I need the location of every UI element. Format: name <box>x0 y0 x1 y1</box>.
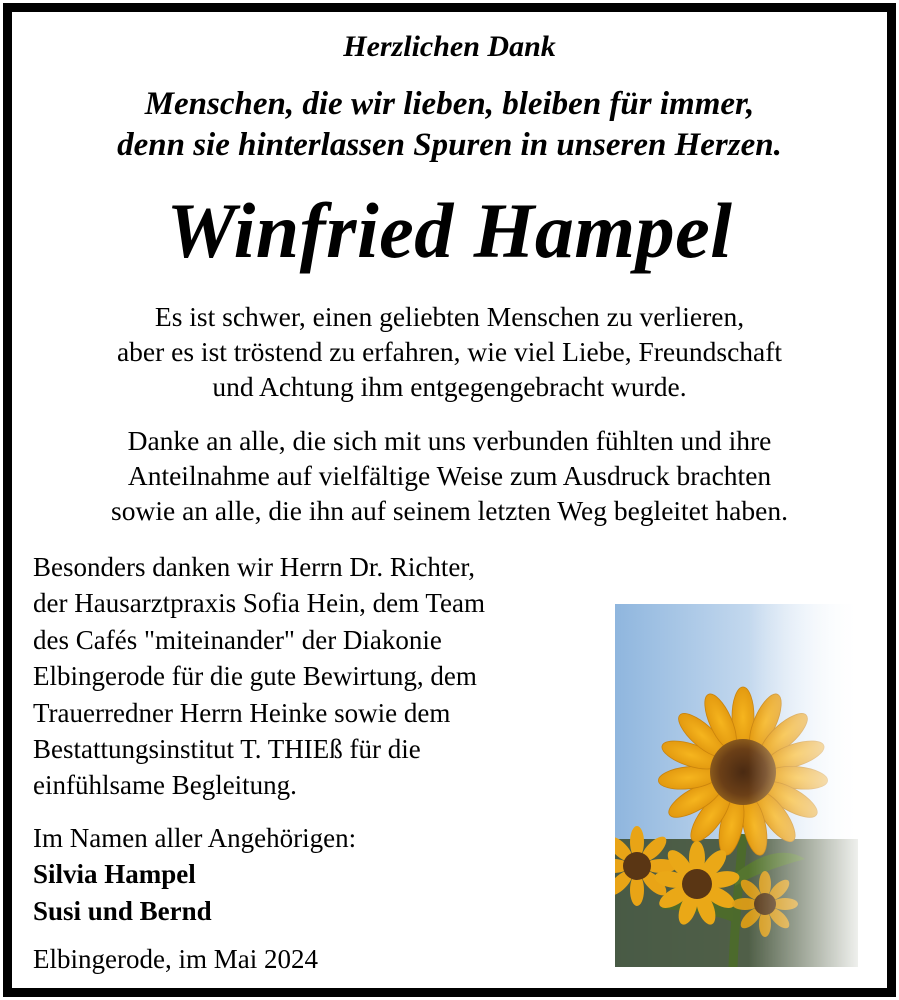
sunflower-image <box>615 604 858 967</box>
thanks-line: Elbingerode für die gute Bewirtung, dem <box>33 661 477 692</box>
motto-line-1: Menschen, die wir lieben, bleiben für immer, <box>144 86 755 122</box>
paragraph-1-line-1: Es ist schwer, einen geliebten Menschen zu verlieren, <box>154 301 745 332</box>
paragraph-2-line-2: Anteilnahme auf vielfältige Weise zum Ausdruck brachten <box>127 460 772 491</box>
thanks-line: Besonders danken wir Herrn Dr. Richter, <box>33 552 476 582</box>
paragraph-2-line-1: Danke an alle, die sich mit uns verbunden fühlten und ihre <box>127 425 772 456</box>
paragraph-1-line-3: und Achtung ihm entgegengebracht wurde. <box>212 371 687 402</box>
deceased-name: Winfried Hampel <box>166 187 733 274</box>
thanks-line: einfühlsame Begleitung. <box>33 770 297 801</box>
paragraph-1-line-2: aber es ist tröstend zu erfahren, wie viel Liebe, Freundschaft <box>116 336 783 367</box>
notice-heading: Herzlichen Dank <box>343 30 556 63</box>
thanks-line: des Cafés "miteinander" der Diakonie <box>33 624 442 655</box>
signoff-text: Im Namen aller Angehörigen: <box>33 823 357 853</box>
thanks-text <box>33 549 485 804</box>
signatory-2: Susi und Bernd <box>33 895 212 926</box>
place-date: Elbingerode, im Mai 2024 <box>33 944 318 974</box>
thanks-line: Bestattungsinstitut T. THIEß für die <box>33 734 421 765</box>
signatory-1: Silvia Hampel <box>33 859 196 890</box>
thanks-line: Trauerredner Herrn Heinke sowie dem <box>33 697 451 728</box>
motto-line-2: denn sie hinterlassen Spuren in unseren Herzen. <box>117 127 782 163</box>
thanks-line: der Hausarztpraxis Sofia Hein, dem Team <box>33 588 485 619</box>
signoff-block <box>33 820 356 929</box>
paragraph-2-line-3: sowie an alle, die ihn auf seinem letzten Weg begleitet haben. <box>111 495 788 526</box>
